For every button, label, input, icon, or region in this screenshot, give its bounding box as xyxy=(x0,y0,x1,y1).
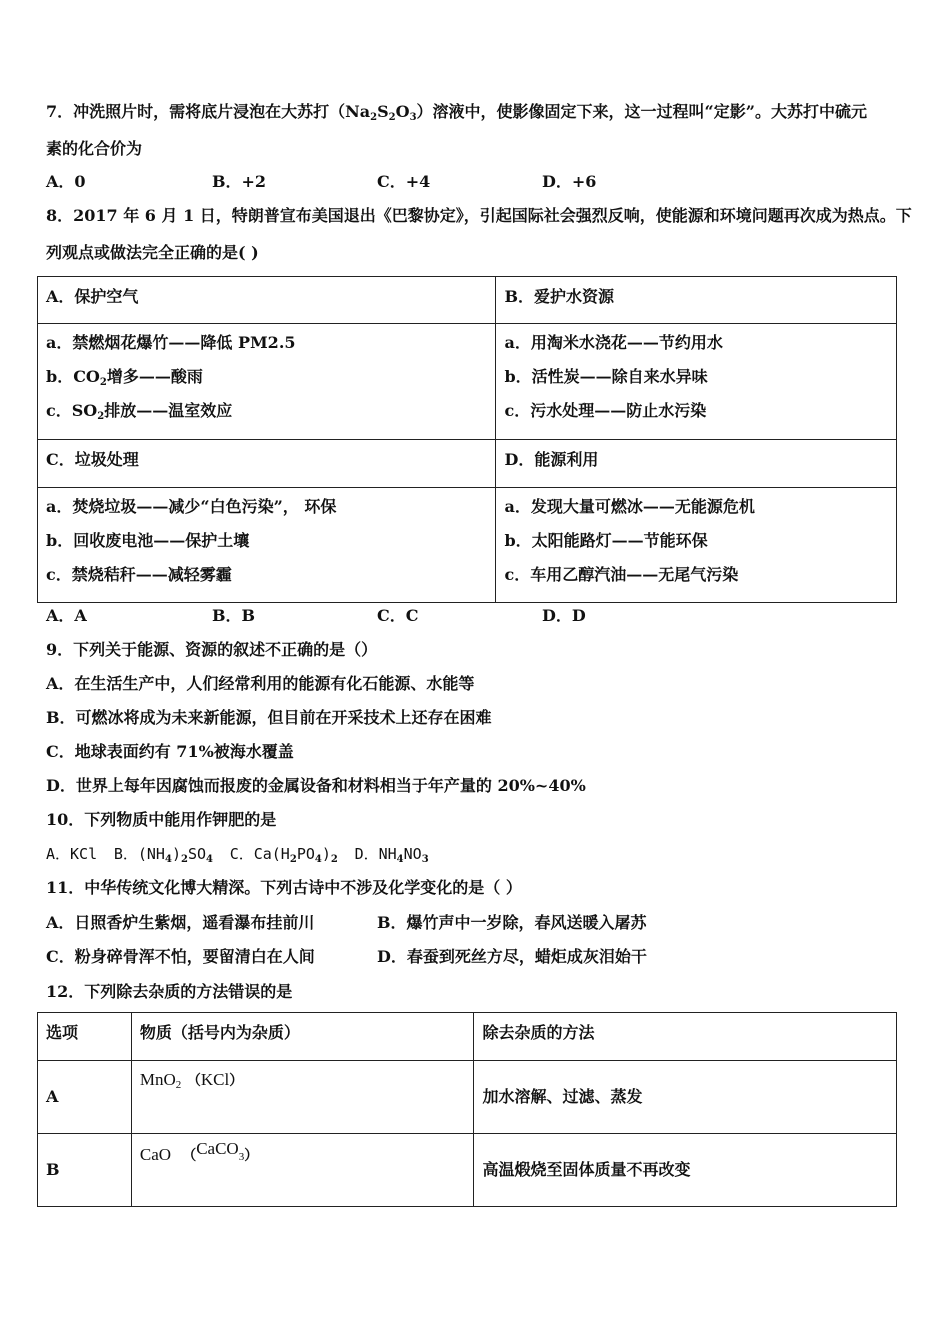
q9-option-c[interactable]: C．地球表面约有 71%被海水覆盖 xyxy=(46,742,294,761)
text: PO xyxy=(296,845,315,863)
q7-option-c[interactable]: C．+4 xyxy=(377,172,431,191)
text: CaO xyxy=(139,1145,172,1164)
sub: 3 xyxy=(409,112,417,123)
q10-option-b[interactable] xyxy=(114,844,213,863)
q12-row-a-option xyxy=(38,1061,132,1134)
paren: （ xyxy=(186,1073,201,1089)
sub: 3 xyxy=(238,1151,245,1163)
q12-header-substance xyxy=(131,1013,474,1061)
q8-option-a[interactable]: A．A xyxy=(46,606,87,625)
q8-option-b[interactable]: B．B xyxy=(212,606,256,625)
text: MnO xyxy=(139,1070,176,1089)
q8-b-item-1: a．用淘米水浇花——节约用水 xyxy=(504,333,723,352)
q12-r1-method: 加水溶解、过滤、蒸发 xyxy=(482,1087,643,1106)
q7-option-b[interactable]: B．+2 xyxy=(212,172,267,191)
q8-option-d[interactable]: D．D xyxy=(542,606,586,625)
sub: 2 xyxy=(175,1079,182,1091)
q8-cell-c-items xyxy=(38,488,496,603)
q8-cell-d-head xyxy=(496,440,897,488)
sub: 2 xyxy=(370,112,378,123)
q12-row-a-substance xyxy=(131,1061,474,1134)
q8-stem-line2: 列观点或做法完全正确的是( ) xyxy=(46,243,259,262)
q8-b-item-2: b．活性炭——除自来水异味 xyxy=(504,367,708,386)
q8-cell-c-head xyxy=(38,440,496,488)
text: SO xyxy=(187,845,206,863)
q8-a-item-1: a．禁燃烟花爆竹——降低 PM2.5 xyxy=(46,333,296,352)
formula-s: S xyxy=(377,102,389,121)
text: ) xyxy=(171,845,181,863)
q8-d-item-3: c．车用乙醇汽油——无尾气污染 xyxy=(504,565,739,584)
q12-stem: 12．下列除去杂质的方法错误的是 xyxy=(46,982,293,1001)
q12-header-option xyxy=(38,1013,132,1061)
sub: 2 xyxy=(289,854,297,865)
text: 排放——温室效应 xyxy=(104,401,233,420)
q12-table xyxy=(37,1012,897,1207)
q12-r2-method: 高温煅烧至固体质量不再改变 xyxy=(482,1160,691,1179)
text: KCl xyxy=(200,1070,230,1089)
text: B．(NH xyxy=(113,845,165,863)
q11-option-a[interactable]: A．日照香炉生紫烟，遥看瀑布挂前川 xyxy=(46,913,315,932)
q8-b-head: B．爱护水资源 xyxy=(504,287,614,306)
sub: 2 xyxy=(97,411,105,422)
q8-a-item-3 xyxy=(46,400,487,422)
sub: 2 xyxy=(99,377,107,388)
paren: （ xyxy=(182,1148,197,1164)
q8-c-item-1: a．焚烧垃圾——减少“白色污染”， 环保 xyxy=(46,497,337,516)
q12-row-b-option xyxy=(38,1134,132,1207)
paren: ） xyxy=(229,1073,244,1089)
paren: ） xyxy=(244,1148,259,1164)
sub: 4 xyxy=(314,854,322,865)
q8-d-head: D．能源利用 xyxy=(504,450,599,469)
text: C．Ca(H xyxy=(229,845,290,863)
q12-r1-substance xyxy=(140,1069,466,1096)
q9-option-a[interactable]: A．在生活生产中，人们经常利用的能源有化石能源、水能等 xyxy=(46,674,475,693)
q8-d-item-2: b．太阳能路灯——节能环保 xyxy=(504,531,708,550)
q8-cell-a-items xyxy=(38,324,496,440)
q8-b-item-3: c．污水处理——防止水污染 xyxy=(504,401,707,420)
q9-stem: 9．下列关于能源、资源的叙述不正确的是（） xyxy=(46,640,378,659)
q10-a-formula: A．KCl xyxy=(46,845,98,863)
q11-option-d[interactable]: D．春蚕到死丝方尽，蜡炬成灰泪始干 xyxy=(377,947,647,966)
q11-option-c[interactable]: C．粉身碎骨浑不怕，要留清白在人间 xyxy=(46,947,315,966)
q12-r2-substance xyxy=(139,1139,466,1171)
q8-c-head: C．垃圾处理 xyxy=(46,450,139,469)
sub: 4 xyxy=(164,854,172,865)
q12-r1-opt: A xyxy=(46,1087,59,1106)
q8-c-item-3: c．禁烧秸秆——减轻雾霾 xyxy=(46,565,232,584)
q8-option-c[interactable]: C．C xyxy=(377,606,419,625)
sub: 2 xyxy=(388,112,396,123)
q7-option-a[interactable]: A．0 xyxy=(46,172,86,191)
q12-r2-opt: B xyxy=(46,1160,60,1179)
q9-option-d[interactable]: D．世界上每年因腐蚀而报废的金属设备和材料相当于年产量的 20%~40% xyxy=(46,776,586,795)
sub: 4 xyxy=(396,854,404,865)
sub: 2 xyxy=(180,854,188,865)
q8-a-item-2 xyxy=(46,366,487,388)
formula-na: Na xyxy=(345,102,371,121)
q7-stem-line2: 素的化合价为 xyxy=(46,139,143,158)
q8-stem-line1: 8．2017 年 6 月 1 日，特朗普宣布美国退出《巴黎协定》，引起国际社会强烈反响，使能源和环境问题再次成为热点。下 xyxy=(46,206,912,225)
q8-a-head: A．保护空气 xyxy=(46,287,139,306)
text: ) xyxy=(321,845,331,863)
text: D．NH xyxy=(354,845,397,863)
q10-options xyxy=(46,843,429,865)
q7-text-b: ）溶液中，使影像固定下来，这一过程叫“定影”。大苏打中硫元 xyxy=(416,102,867,121)
formula-o: O xyxy=(395,102,410,121)
q8-cell-b-items xyxy=(496,324,897,440)
q12-row-b-method xyxy=(474,1134,897,1207)
q8-c-item-2: b．回收废电池——保护土壤 xyxy=(46,531,250,550)
q8-d-item-1: a．发现大量可燃冰——无能源危机 xyxy=(504,497,755,516)
q12-h2: 物质（括号内为杂质） xyxy=(139,1023,300,1042)
q8-cell-b-head xyxy=(496,277,897,324)
q10-option-c[interactable] xyxy=(230,844,338,863)
sub: 4 xyxy=(206,854,213,865)
q8-cell-d-items xyxy=(496,488,897,603)
q8-table xyxy=(37,276,897,603)
text: 增多——酸雨 xyxy=(106,367,203,386)
q11-option-b[interactable]: B．爆竹声中一岁除，春风送暖入屠苏 xyxy=(377,913,647,932)
q12-header-method xyxy=(474,1013,897,1061)
q8-cell-a-head xyxy=(38,277,496,324)
q7-stem-line1 xyxy=(46,101,867,123)
q7-option-d[interactable]: D．+6 xyxy=(542,172,597,191)
text: NO xyxy=(403,845,422,863)
q7-text-a: 7．冲洗照片时，需将底片浸泡在大苏打（ xyxy=(46,102,346,121)
text: c．SO xyxy=(46,401,98,420)
q12-row-a-method xyxy=(474,1061,897,1134)
q10-option-d[interactable] xyxy=(355,844,429,863)
sub: 2 xyxy=(330,854,338,865)
q12-h3: 除去杂质的方法 xyxy=(482,1023,595,1042)
q10-option-a[interactable] xyxy=(46,844,97,863)
q11-stem: 11．中华传统文化博大精深。下列古诗中不涉及化学变化的是（ ） xyxy=(46,878,522,897)
q9-option-b[interactable]: B．可燃冰将成为未来新能源，但目前在开采技术上还存在困难 xyxy=(46,708,492,727)
q12-row-b-substance xyxy=(131,1134,474,1207)
sub: 3 xyxy=(421,854,429,865)
text: CaCO xyxy=(196,1139,239,1158)
q12-h1: 选项 xyxy=(46,1023,79,1042)
q10-stem: 10．下列物质中能用作钾肥的是 xyxy=(46,810,277,829)
text: b．CO xyxy=(46,367,100,386)
